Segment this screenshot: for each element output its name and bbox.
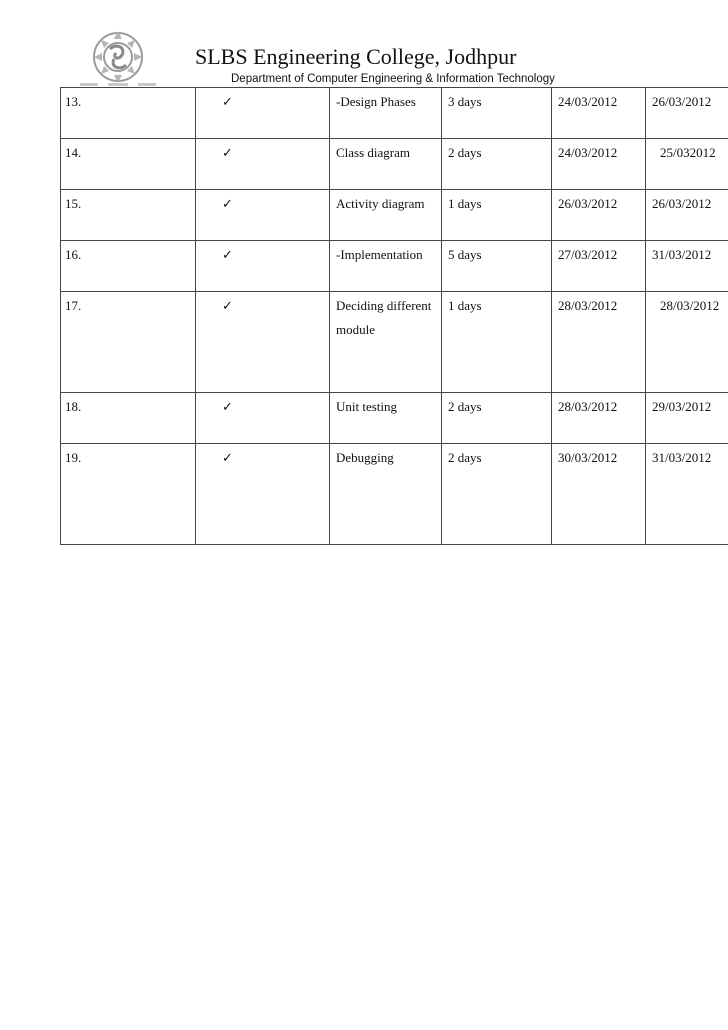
check-icon: ✓ <box>196 393 330 444</box>
end-date-cell: 29/03/2012 <box>646 393 728 444</box>
serial-number-cell: 19. <box>61 444 196 545</box>
table-row <box>61 241 728 292</box>
start-date-cell: 26/03/2012 <box>552 190 646 241</box>
end-date-cell: 25/032012 <box>646 139 728 190</box>
task-cell: Activity diagram <box>330 190 442 241</box>
duration-cell: 1 days <box>442 292 552 393</box>
check-icon: ✓ <box>196 88 330 139</box>
duration-cell: 1 days <box>442 190 552 241</box>
check-icon: ✓ <box>196 292 330 393</box>
duration-cell: 5 days <box>442 241 552 292</box>
table-row <box>61 190 728 241</box>
end-date-cell: 26/03/2012 <box>646 88 728 139</box>
end-date-cell: 28/03/2012 <box>646 292 728 393</box>
serial-number-cell: 18. <box>61 393 196 444</box>
check-icon: ✓ <box>196 241 330 292</box>
task-cell: Class diagram <box>330 139 442 190</box>
table-row <box>61 139 728 190</box>
start-date-cell: 24/03/2012 <box>552 139 646 190</box>
task-cell: Debugging <box>330 444 442 545</box>
department-name: Department of Computer Engineering & Information Technology <box>231 73 555 85</box>
duration-cell: 2 days <box>442 139 552 190</box>
serial-number-cell: 17. <box>61 292 196 393</box>
serial-number-cell: 13. <box>61 88 196 139</box>
table-row <box>61 88 728 139</box>
end-date-cell: 31/03/2012 <box>646 444 728 545</box>
college-logo <box>76 27 160 93</box>
check-icon: ✓ <box>196 139 330 190</box>
start-date-cell: 27/03/2012 <box>552 241 646 292</box>
task-cell: -Design Phases <box>330 88 442 139</box>
serial-number-cell: 16. <box>61 241 196 292</box>
table-row <box>61 393 728 444</box>
duration-cell: 3 days <box>442 88 552 139</box>
end-date-cell: 31/03/2012 <box>646 241 728 292</box>
start-date-cell: 28/03/2012 <box>552 393 646 444</box>
check-icon: ✓ <box>196 190 330 241</box>
college-name: SLBS Engineering College, Jodhpur <box>195 44 517 69</box>
start-date-cell: 28/03/2012 <box>552 292 646 393</box>
duration-cell: 2 days <box>442 393 552 444</box>
check-icon: ✓ <box>196 444 330 545</box>
start-date-cell: 24/03/2012 <box>552 88 646 139</box>
serial-number-cell: 15. <box>61 190 196 241</box>
table-row <box>61 292 728 393</box>
task-cell: Deciding different module <box>330 292 442 393</box>
end-date-cell: 26/03/2012 <box>646 190 728 241</box>
table-row <box>61 444 728 545</box>
duration-cell: 2 days <box>442 444 552 545</box>
task-cell: -Implementation <box>330 241 442 292</box>
schedule-table <box>60 87 728 545</box>
start-date-cell: 30/03/2012 <box>552 444 646 545</box>
task-cell: Unit testing <box>330 393 442 444</box>
serial-number-cell: 14. <box>61 139 196 190</box>
